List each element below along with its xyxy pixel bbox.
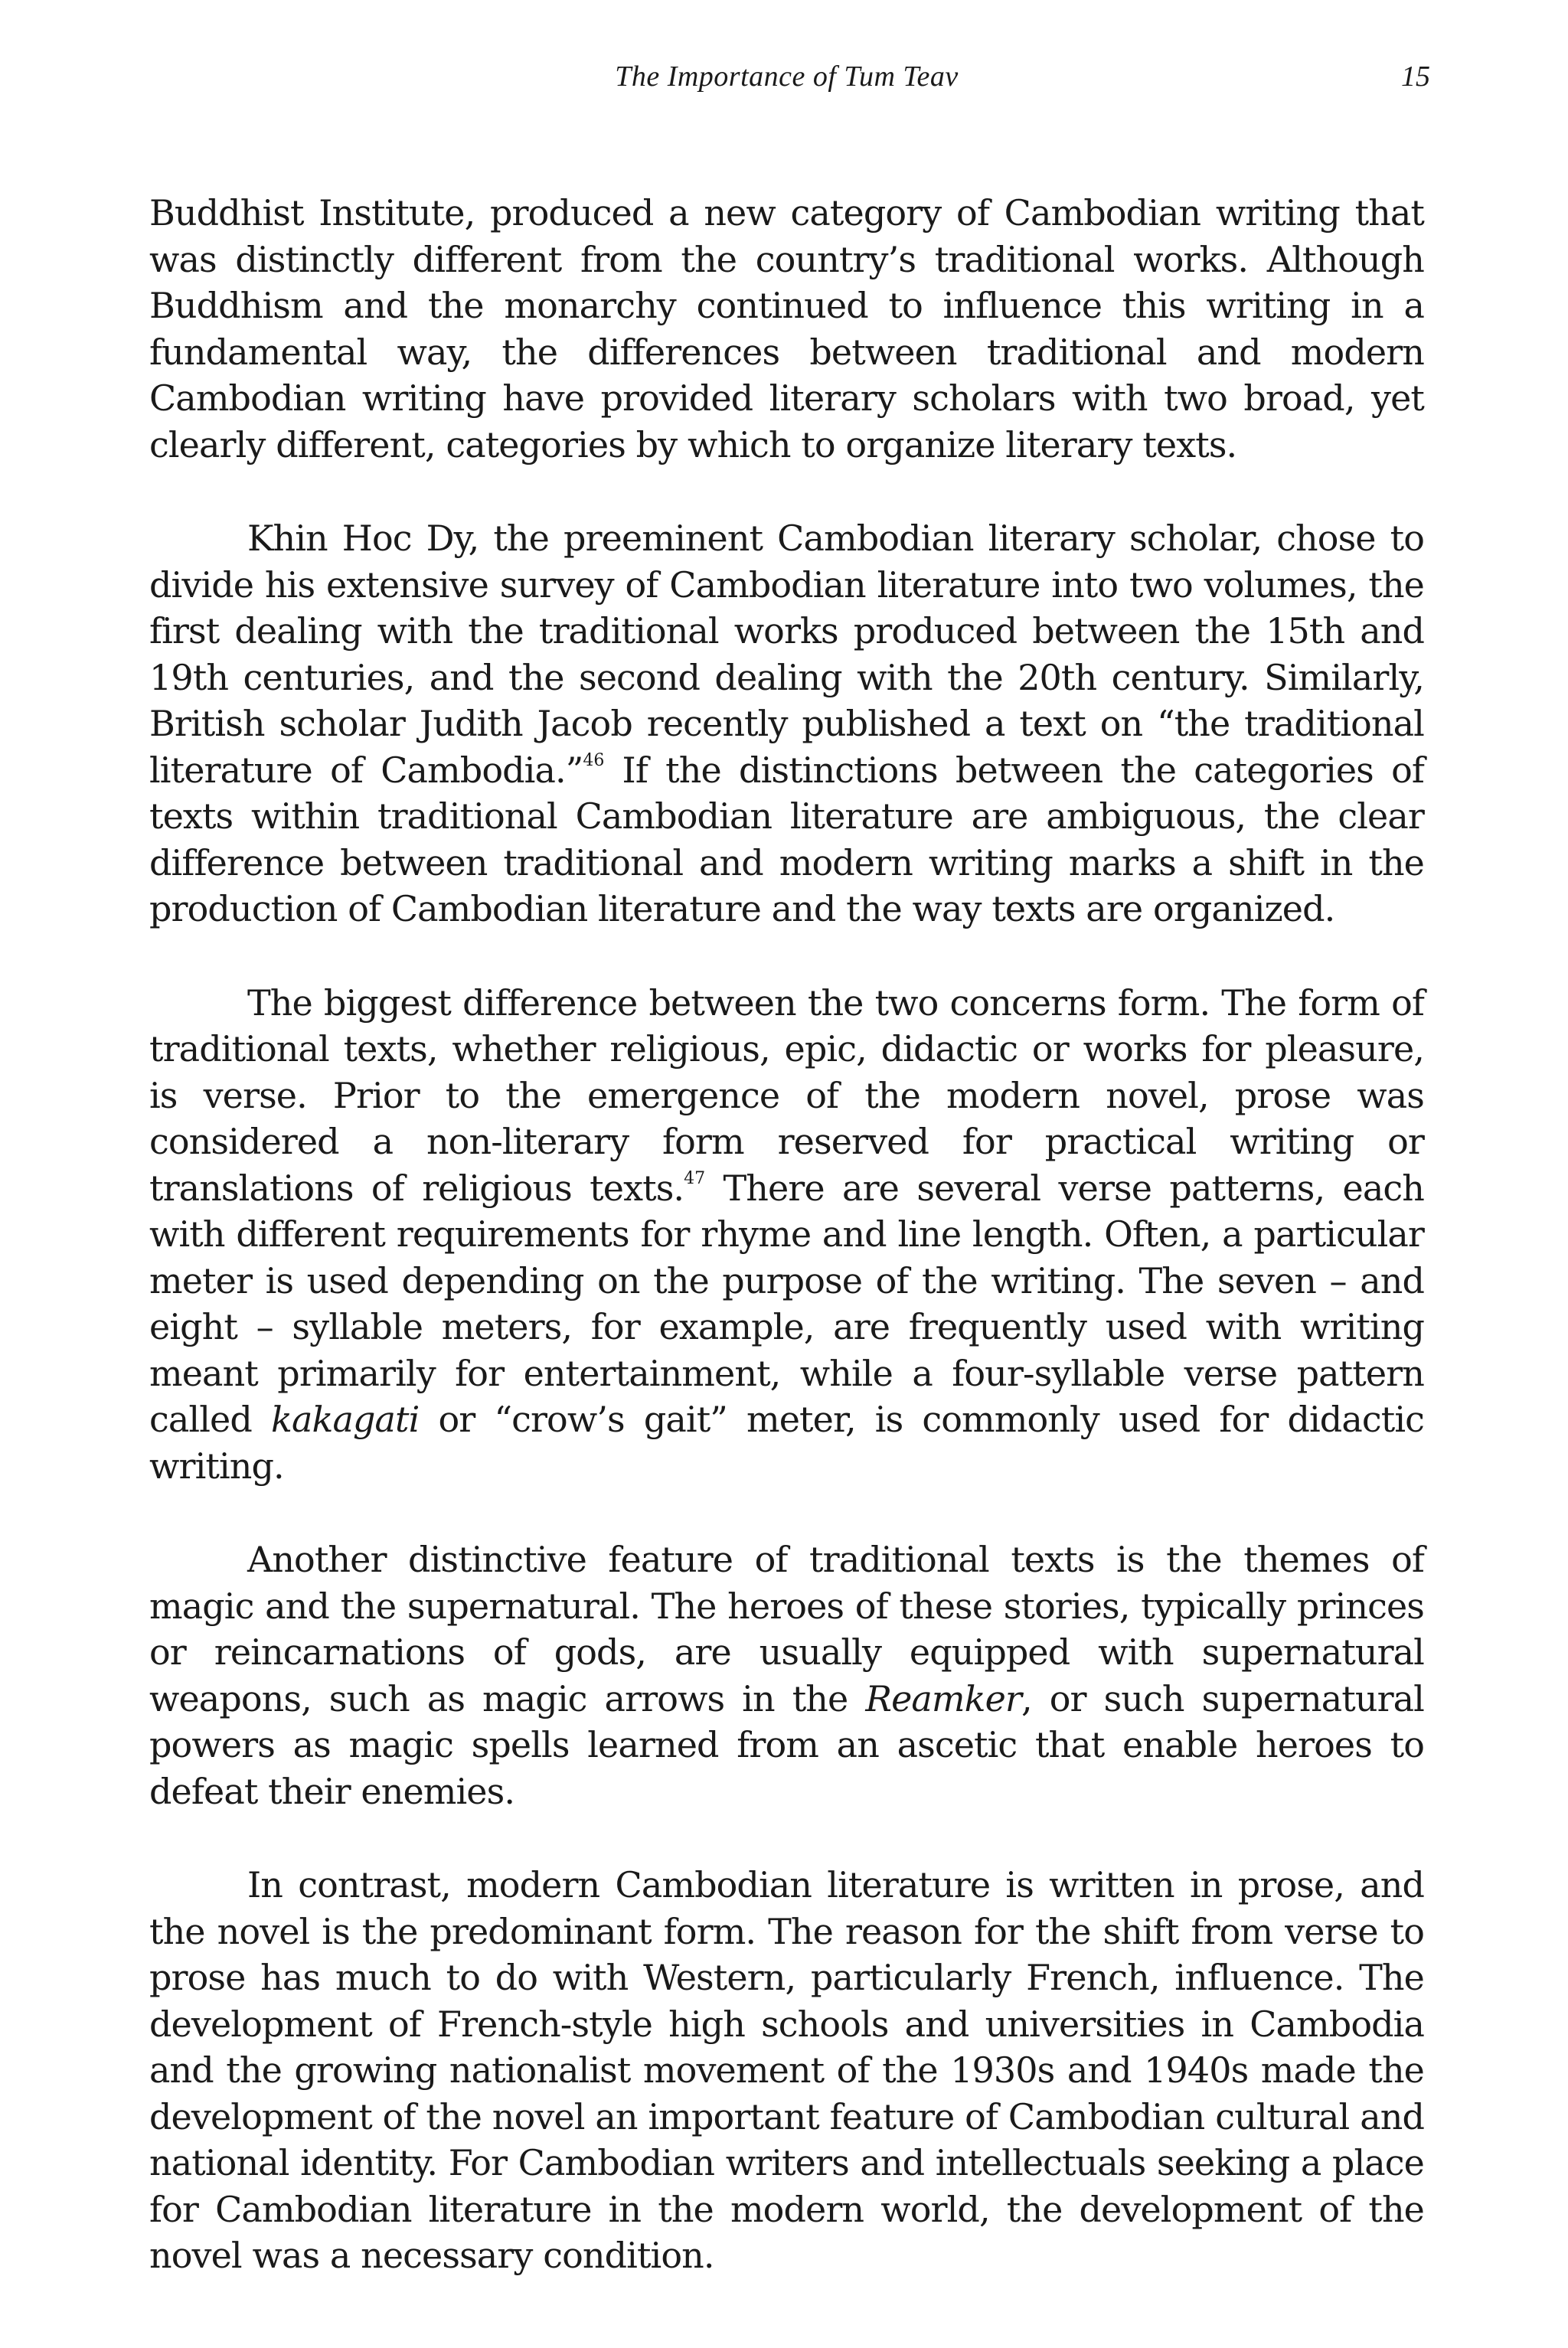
paragraph-contrast: [149, 1862, 1424, 2279]
footnote-ref-46[interactable]: 46: [583, 750, 605, 770]
paragraph-text: In contrast, modern Cambodian literature is written in prose, and the novel is the predominant form. The reason for the shift from verse to prose has much to do with Western, particularly French, influence. The development of French-style high schools and universities in Cambodia and the growing nationalist movement of the 1930s and 1940s made the development of the novel an important feature of Cambodian cultural and national identity. For Cambodian writers and intellectuals seeking a place for Cambodian literature in the modern world, the development of the novel was a necessary condition.: [149, 1864, 1424, 2276]
footnote-ref-47[interactable]: 47: [684, 1168, 706, 1188]
running-title: The Importance of Tum Teav: [615, 60, 959, 93]
page-header: [149, 54, 1430, 100]
paragraph-text: There are several verse patterns, each with different requirements for rhyme and line length. Often, a particular meter is used depending on the purpose of the writing. The seven – and eight – syllable meters, for example, are frequently used with writing meant primarily for entertainment, while a four-syllable verse pattern called: [149, 1167, 1424, 1440]
paragraph-text: , or such supernatural powers as magic spells learned from an ascetic that enable heroes to defeat their enemies.: [149, 1677, 1424, 1812]
paragraph-text: If the distinctions between the categories of texts within traditional Cambodian literature are ambiguous, the clear difference between traditional and modern writing marks a shift in the production of Cambodian literature and the way texts are organized.: [149, 749, 1424, 929]
paragraph-text: Buddhist Institute, produced a new category of Cambodian writing that was distinctly different from the country’s traditional works. Although Buddhism and the monarchy continued to influence this writing in a fundamental way, the differences between traditional and modern Cambodian writing have provided literary scholars with two broad, yet clearly different, categories by which to organize literary texts.: [149, 192, 1424, 465]
paragraph-form: [149, 980, 1424, 1490]
paragraph-text: Khin Hoc Dy, the preeminent Cambodian literary scholar, chose to divide his extensive survey of Cambodian literature into two volumes, the first dealing with the traditional works produced between the 15th and 19th centuries, and the second dealing with the 20th century. Similarly, British scholar Judith Jacob recently published a text on “the traditional literature of Cambodia.”: [149, 518, 1424, 791]
body-text: [149, 190, 1424, 2279]
paragraph-khin-hoc-dy: [149, 515, 1424, 932]
paragraph-text: The biggest difference between the two concerns form. The form of traditional texts, whether religious, epic, didactic or works for pleasure, is verse. Prior to the emergence of the modern novel, prose was considered a non-literary form reserved for practical writing or translations of religious texts.: [149, 981, 1424, 1209]
paragraph-continuation: [149, 190, 1424, 468]
paragraph-magic: [149, 1536, 1424, 1814]
italic-term-reamker: Reamker: [865, 1677, 1022, 1719]
page-number: 15: [1401, 60, 1430, 93]
italic-term-kakagati: kakagati: [270, 1399, 420, 1440]
paragraph-text: or “crow’s gait” meter, is commonly used for didactic writing.: [149, 1399, 1424, 1487]
paragraph-text: Another distinctive feature of traditional texts is the themes of magic and the supernatural. The heroes of these stories, typically princes or reincarnations of gods, are usually equipped with supernatural weapons, such as magic arrows in the: [149, 1539, 1424, 1719]
